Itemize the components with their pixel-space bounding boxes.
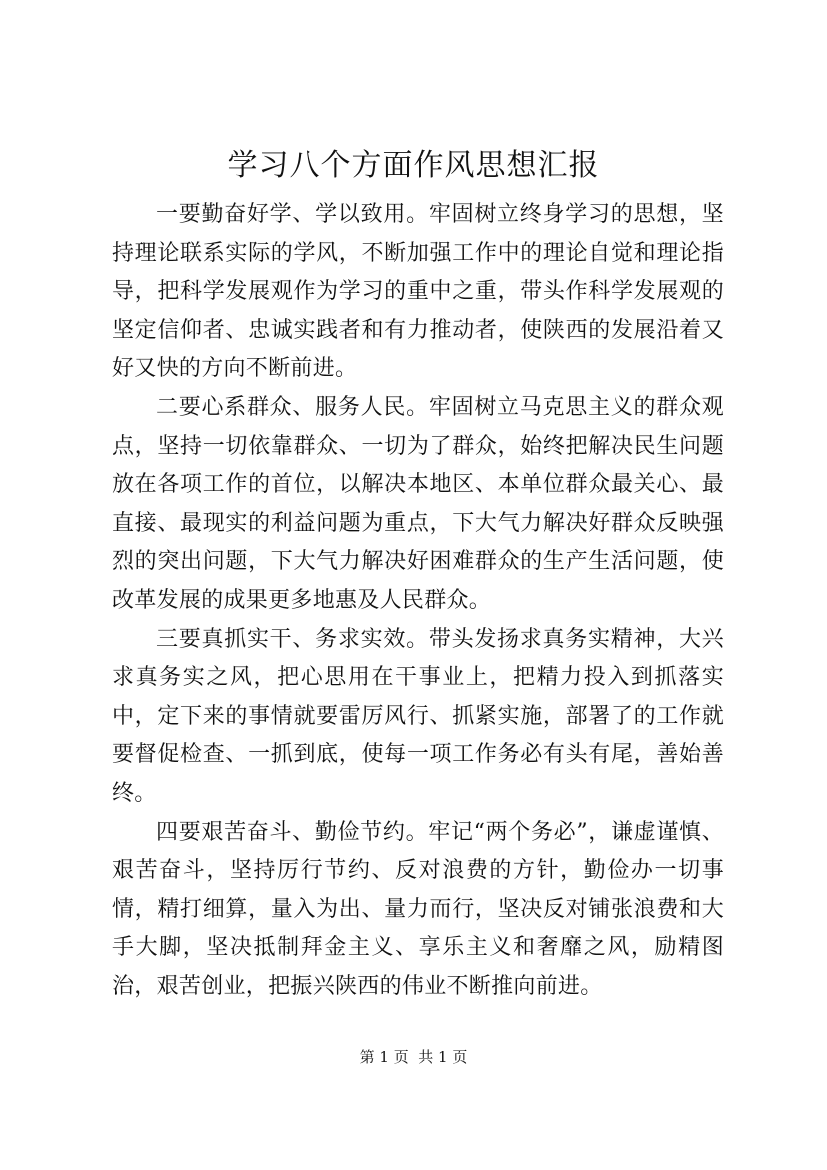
page-number-label: 第 1 页 共 1 页 bbox=[359, 1048, 468, 1066]
paragraph-3: 三要真抓实干、务求实效。带头发扬求真务实精神，大兴求真务实之风，把心思用在干事业上，把精力投入到抓落实中，定下来的事情就要雷厉风行、抓紧实施，部署了的工作就要督促检查、一抓到底，使每一项工作务必有头有尾，善始善终。 bbox=[112, 626, 724, 806]
document-body bbox=[112, 196, 724, 1006]
paragraph-4: 四要艰苦奋斗、勤俭节约。牢记“两个务必”，谦虚谨慎、艰苦奋斗，坚持厉行节约、反对浪费的方针，勤俭办一切事情，精打细算，量入为出、量力而行，坚决反对铺张浪费和大手大脚，坚决抵制拜金主义、享乐主义和奢靡之风，励精图治，艰苦创业，把振兴陕西的伟业不断推向前进。 bbox=[112, 819, 724, 999]
page-footer bbox=[0, 1046, 827, 1068]
paragraph-1: 一要勤奋好学、学以致用。牢固树立终身学习的思想，坚持理论联系实际的学风，不断加强工作中的理论自觉和理论指导，把科学发展观作为学习的重中之重，带头作科学发展观的坚定信仰者、忠诚实践者和有力推动者，使陕西的发展沿着又好又快的方向不断前进。 bbox=[112, 202, 724, 382]
paragraph-2: 二要心系群众、服务人民。牢固树立马克思主义的群众观点，坚持一切依靠群众、一切为了群众，始终把解决民生问题放在各项工作的首位，以解决本地区、本单位群众最关心、最直接、最现实的利益问题为重点，下大气力解决好群众反映强烈的突出问题，下大气力解决好困难群众的生产生活问题，使改革发展的成果更多地惠及人民群众。 bbox=[112, 394, 724, 613]
document-title: 学习八个方面作风思想汇报 bbox=[227, 148, 600, 183]
